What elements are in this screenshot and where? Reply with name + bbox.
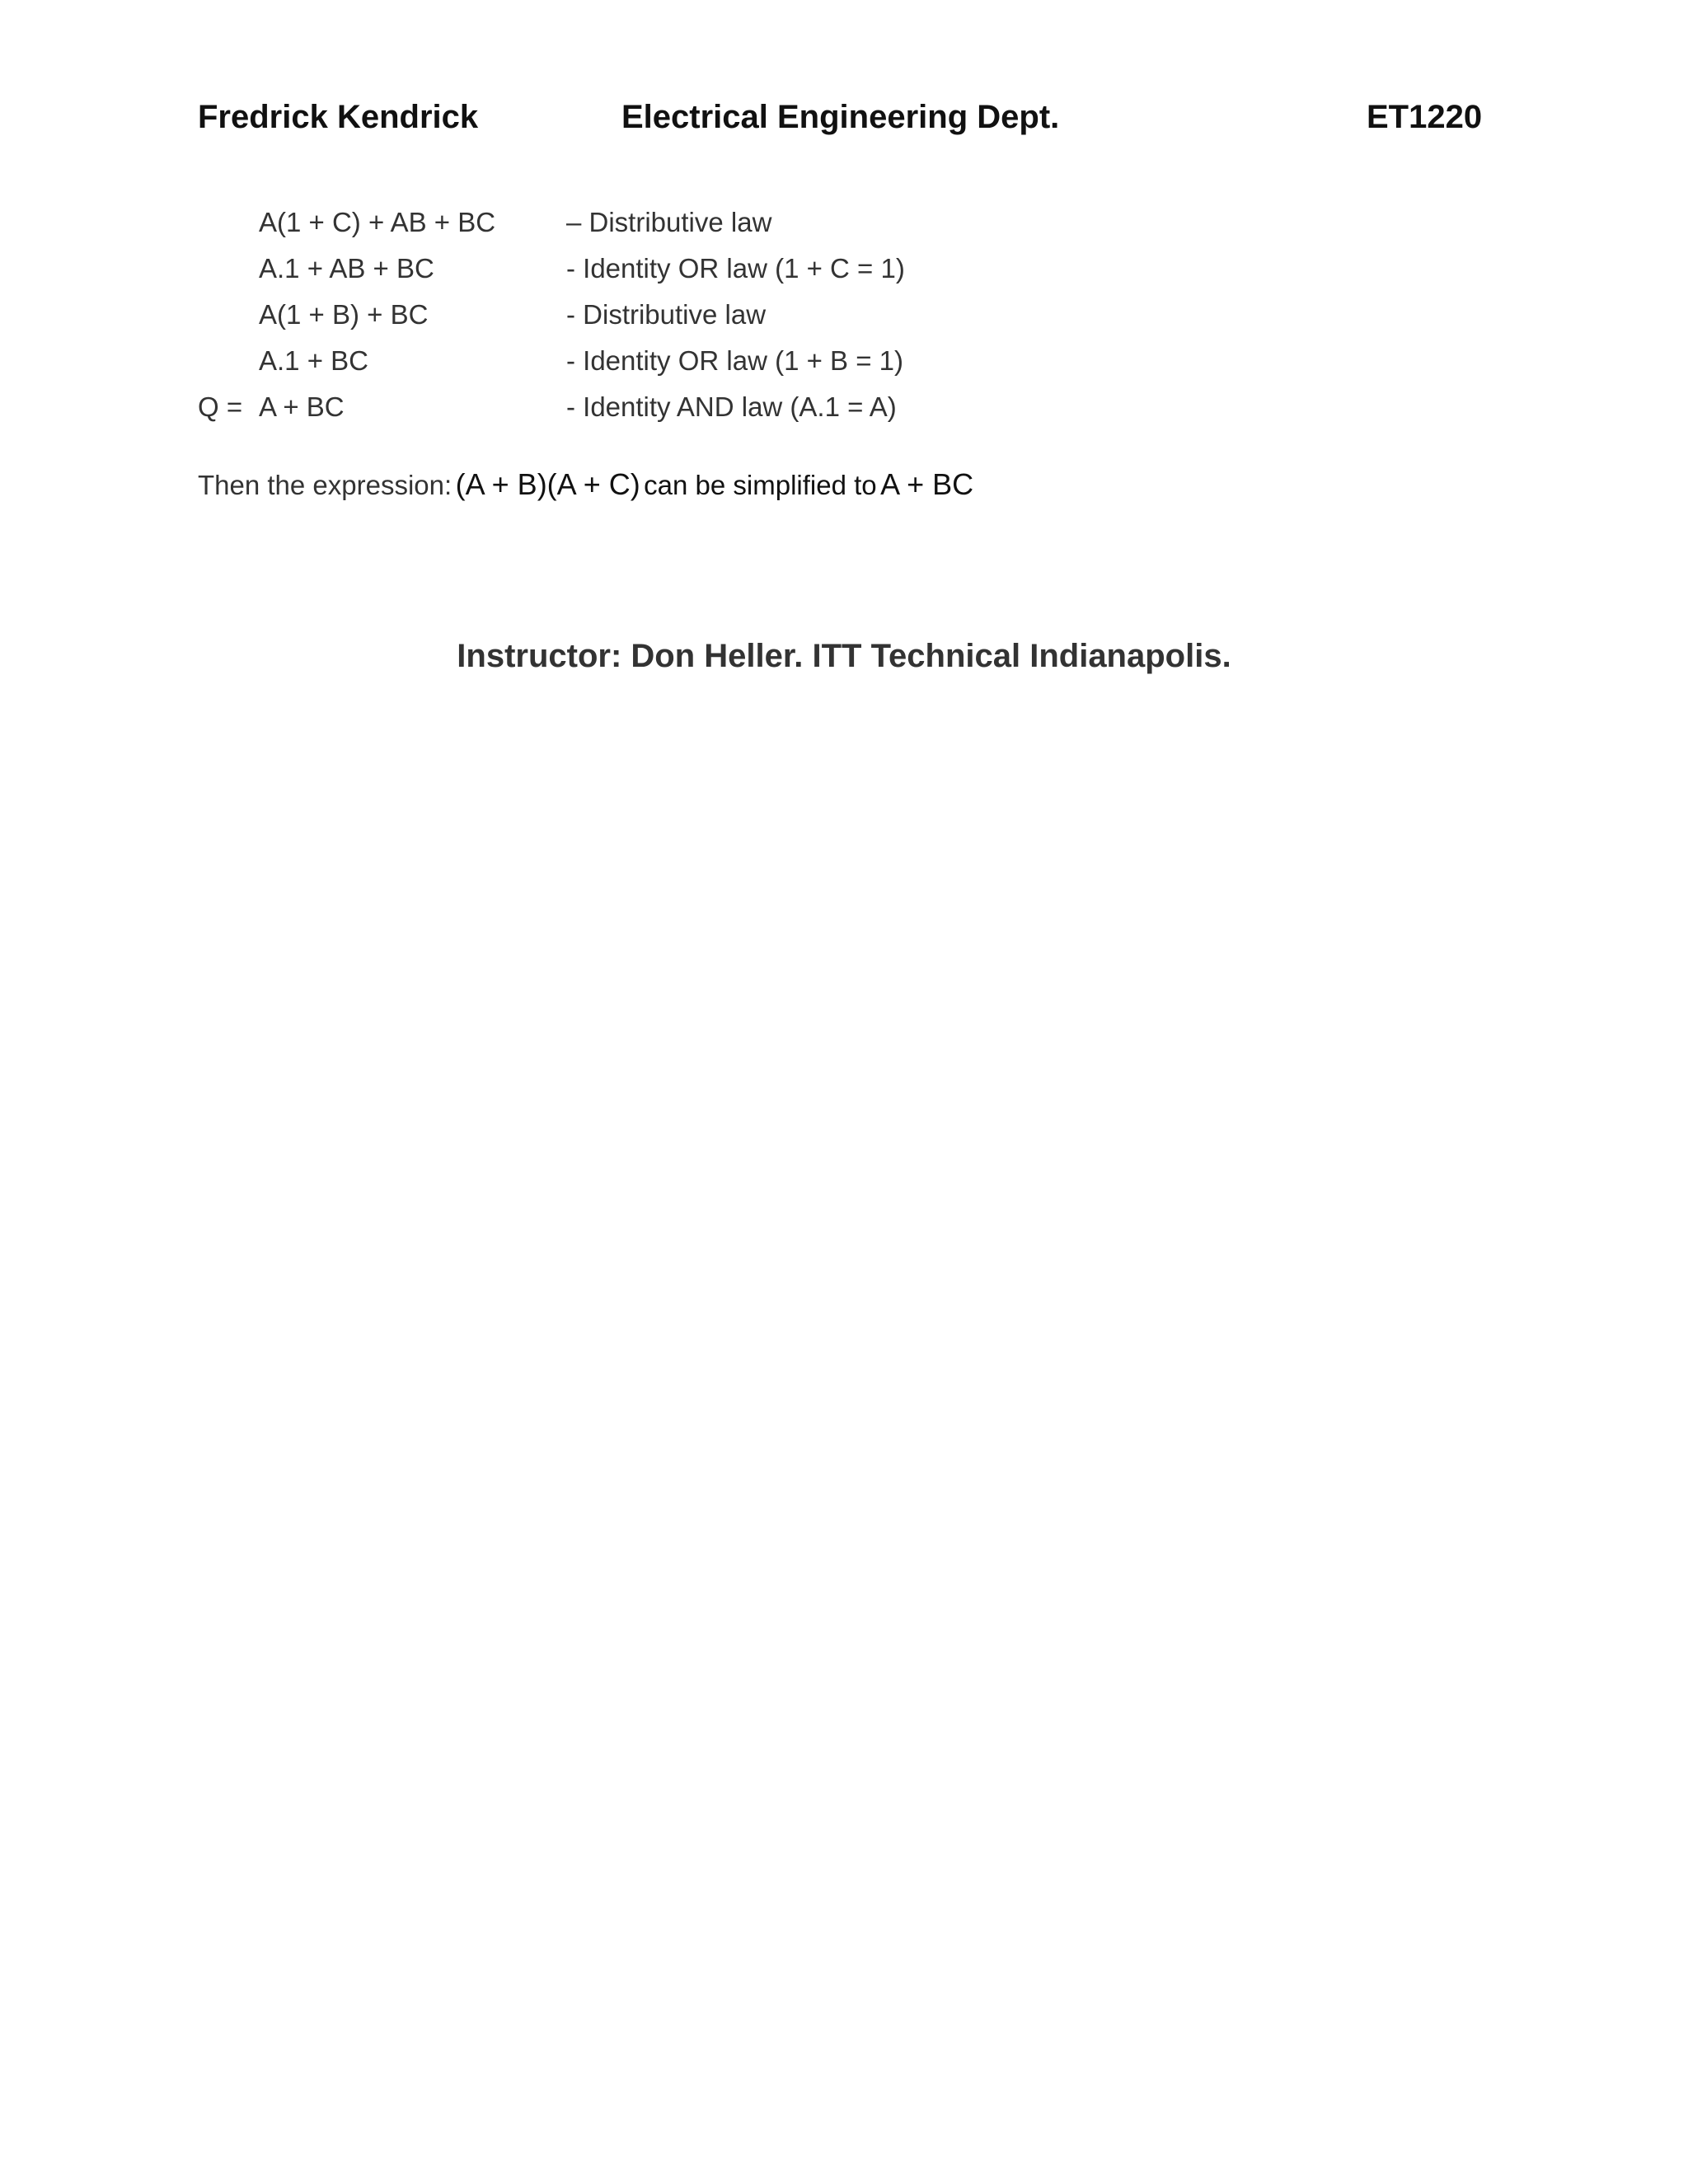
- derivation-step-3: [0, 295, 1688, 335]
- conclusion-expression: (A + B)(A + C): [455, 467, 640, 501]
- step-law: – Distributive law: [566, 207, 772, 237]
- conclusion-lead: Then the expression:: [198, 470, 452, 500]
- step-expression: A(1 + C) + AB + BC: [259, 207, 496, 237]
- step-expression: A + BC: [259, 391, 345, 422]
- derivation-step-5: [0, 387, 1688, 427]
- step-law: - Identity AND law (A.1 = A): [566, 391, 897, 422]
- course-code: ET1220: [1367, 99, 1483, 135]
- step-prefix: Q =: [198, 391, 243, 422]
- conclusion-line: [198, 465, 973, 511]
- conclusion-middle: can be simplified to: [644, 470, 877, 500]
- step-law: - Identity OR law (1 + C = 1): [566, 253, 905, 284]
- step-expression: A(1 + B) + BC: [259, 299, 429, 330]
- derivation-step-1: [0, 203, 1688, 242]
- step-law: - Distributive law: [566, 299, 767, 330]
- author-name: Fredrick Kendrick: [198, 99, 479, 135]
- step-law: - Identity OR law (1 + B = 1): [566, 345, 903, 376]
- department-name: Electrical Engineering Dept.: [621, 99, 1060, 135]
- conclusion-result: A + BC: [880, 467, 974, 501]
- step-expression: A.1 + AB + BC: [259, 253, 434, 284]
- instructor-footer: Instructor: Don Heller. ITT Technical Indianapolis.: [457, 638, 1231, 674]
- step-expression: A.1 + BC: [259, 345, 368, 376]
- derivation-step-4: [0, 341, 1688, 381]
- derivation-step-2: [0, 249, 1688, 288]
